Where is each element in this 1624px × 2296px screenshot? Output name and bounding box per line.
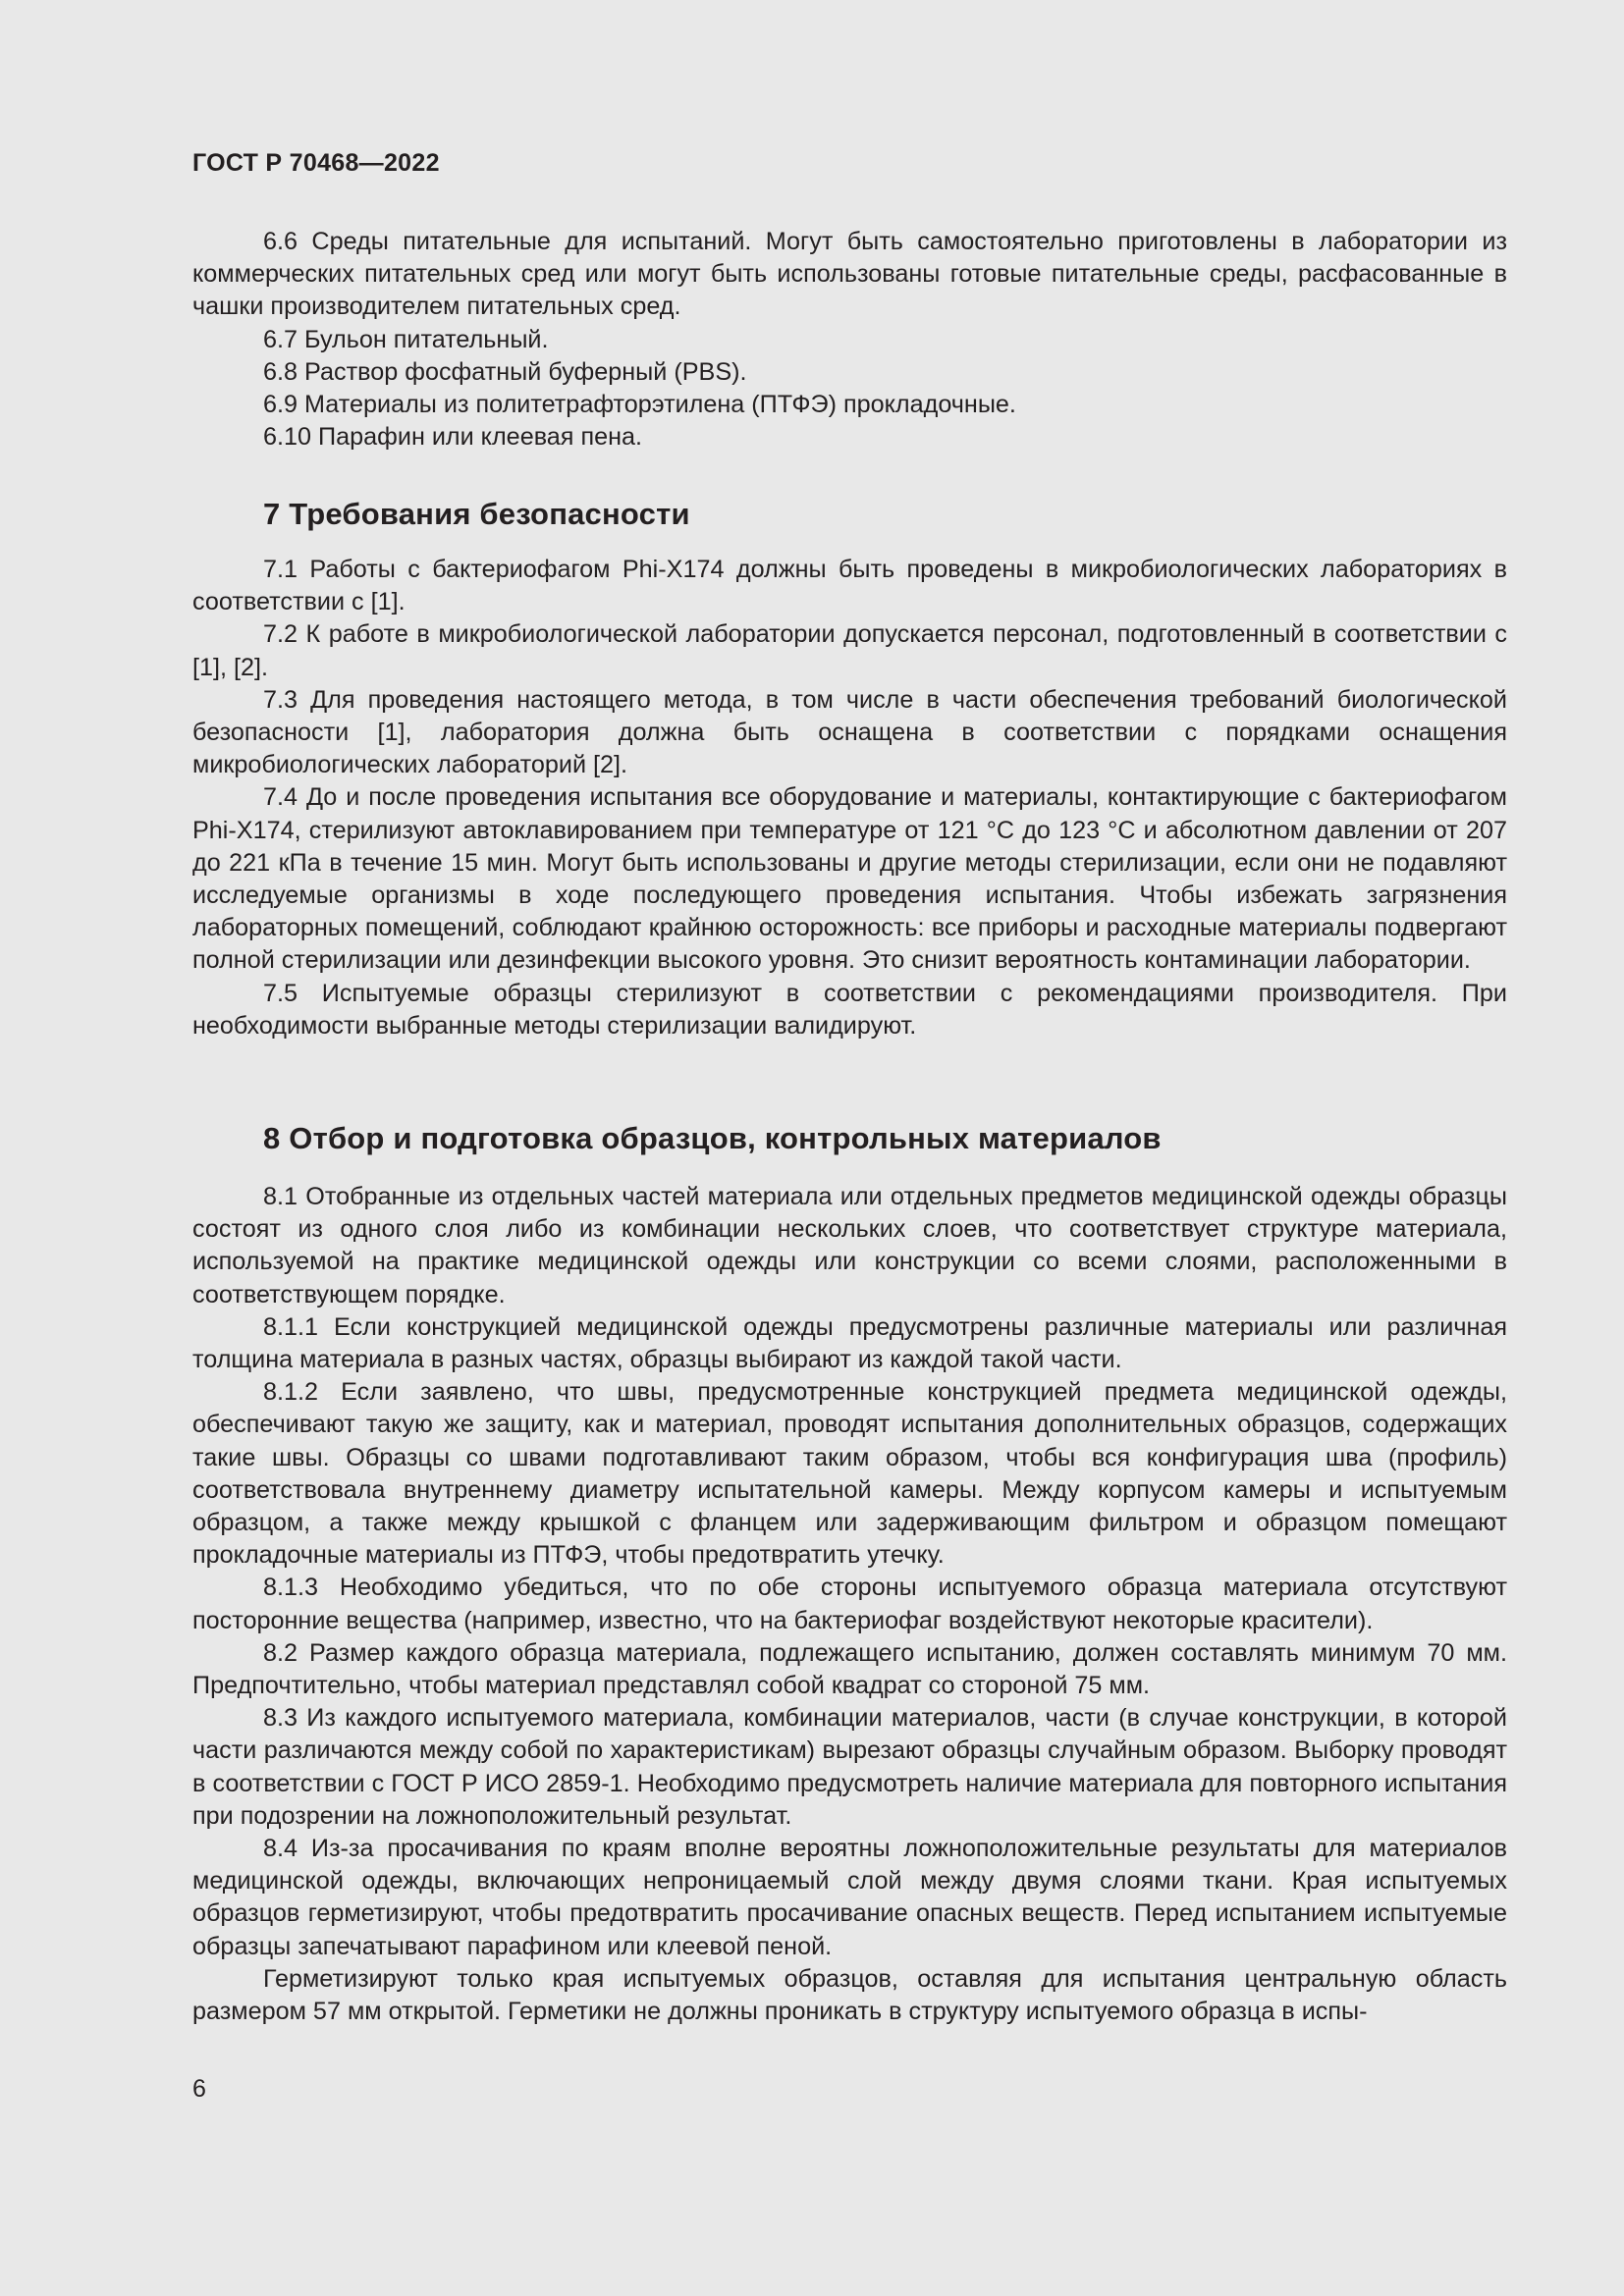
paragraph-8-1: 8.1 Отобранные из отдельных частей материала или отдельных предметов медицинской одежды образцы состоят из одного слоя либо из комбинации нескольких слоев, что соответствует структуре материала, используемой на практике медицинской одежды или конструкции со всеми слоями, расположенными в соответствующем порядке. — [192, 1183, 1507, 1308]
paragraph-6-6: 6.6 Среды питательные для испытаний. Могут быть самостоятельно приготовлены в лаборатории из коммерческих питательных сред или могут быть использованы готовые питательные среды, расфасованные в чашки производителем питательных сред. — [192, 228, 1507, 321]
section-8-body — [192, 1181, 1507, 2028]
page-number: 6 — [192, 2075, 206, 2103]
document-header: ГОСТ Р 70468—2022 — [192, 149, 440, 177]
paragraph-6-8: 6.8 Раствор фосфатный буферный (PBS). — [263, 357, 747, 386]
paragraph-6-7: 6.7 Бульон питательный. — [263, 325, 549, 353]
paragraph-8-2: 8.2 Размер каждого образца материала, подлежащего испытанию, должен составлять минимум 70 мм. Предпочтительно, чтобы материал представлял собой квадрат со стороной 75 мм. — [192, 1638, 1507, 1700]
paragraph-7-5: 7.5 Испытуемые образцы стерилизуют в соответствии с рекомендациями производителя. При необходимости выбранные методы стерилизации валидируют. — [192, 979, 1507, 1040]
paragraph-6-10: 6.10 Парафин или клеевая пена. — [263, 423, 643, 452]
paragraph-8-1-2: 8.1.2 Если заявлено, что швы, предусмотренные конструкцией предмета медицинской одежды, обеспечивают такую же защиту, как и материал, проводят испытания дополнительных образцов, содержащих такие швы. Образцы со швами подготавливают таким образом, чтобы вся конфигурация шва (профиль) соответствовала внутреннему диаметру испытательной камеры. Между корпусом камеры и испытуемым образцом, а также между крышкой с фланцем или задерживающим фильтром и образцом помещают прокладочные материалы из ПТФЭ, чтобы предотвратить утечку. — [192, 1378, 1507, 1570]
paragraph-8-4: 8.4 Из-за просачивания по краям вполне вероятны ложноположительные результаты для материалов медицинской одежды, включающих непроницаемый слой между двумя слоями ткани. Края испытуемых образцов герметизируют, чтобы предотвратить просачивание опасных веществ. Перед испытанием испытуемые образцы запечатывают парафином или клеевой пеной. — [192, 1835, 1507, 1960]
section-7-body — [192, 554, 1507, 1042]
paragraph-7-1: 7.1 Работы с бактериофагом Phi-X174 должны быть проведены в микробиологических лабораториях в соответствии с [1]. — [192, 556, 1507, 616]
paragraph-6-9: 6.9 Материалы из политетрафторэтилена (ПТФЭ) прокладочные. — [263, 391, 1016, 419]
subsection-6-list — [192, 226, 1507, 454]
paragraph-7-2: 7.2 К работе в микробиологической лаборатории допускается персонал, подготовленный в соответствии с [1], [2]. — [192, 620, 1507, 681]
paragraph-7-4: 7.4 До и после проведения испытания все оборудование и материалы, контактирующие с бактериофагом Phi-X174, стерилизуют автоклавированием при температуре от 121 °С до 123 °С и абсолютном давлении от 207 до 221 кПа в течение 15 мин. Могут быть использованы и другие методы стерилизации, если они не подавляют исследуемые организмы в ходе последующего проведения испытания. Чтобы избежать загрязнения лабораторных помещений, соблюдают крайнюю осторожность: все приборы и расходные материалы подвергают полной стерилизации или дезинфекции высокого уровня. Это снизит вероятность контаминации лаборатории. — [192, 783, 1507, 975]
paragraph-8-1-1: 8.1.1 Если конструкцией медицинской одежды предусмотрены различные материалы или различная толщина материала в разных частях, образцы выбирают из каждой такой части. — [192, 1312, 1507, 1374]
section-8-title: 8 Отбор и подготовка образцов, контрольных материалов — [263, 1121, 1162, 1155]
paragraph-8-3: 8.3 Из каждого испытуемого материала, комбинации материалов, части (в случае конструкции, в которой части различаются между собой по характеристикам) вырезают образцы случайным образом. Выборку проводят в соответствии с ГОСТ Р ИСО 2859-1. Необходимо предусмотреть наличие материала для повторного испытания при подозрении на ложноположительный результат. — [192, 1704, 1507, 1830]
section-7-title: 7 Требования безопасности — [263, 497, 690, 531]
paragraph-8-4-continued: Герметизируют только края испытуемых образцов, оставляя для испытания центральную область размером 57 мм открытой. Герметики не должны проникать в структуру испытуемого образца в испы- — [192, 1964, 1507, 2026]
paragraph-7-3: 7.3 Для проведения настоящего метода, в том числе в части обеспечения требований биологической безопасности [1], лаборатория должна быть оснащена в соответствии с порядками оснащения микробиологических лабораторий [2]. — [192, 685, 1507, 779]
paragraph-8-1-3: 8.1.3 Необходимо убедиться, что по обе стороны испытуемого образца материала отсутствуют посторонние вещества (например, известно, что на бактериофаг воздействуют некоторые красители). — [192, 1574, 1507, 1634]
